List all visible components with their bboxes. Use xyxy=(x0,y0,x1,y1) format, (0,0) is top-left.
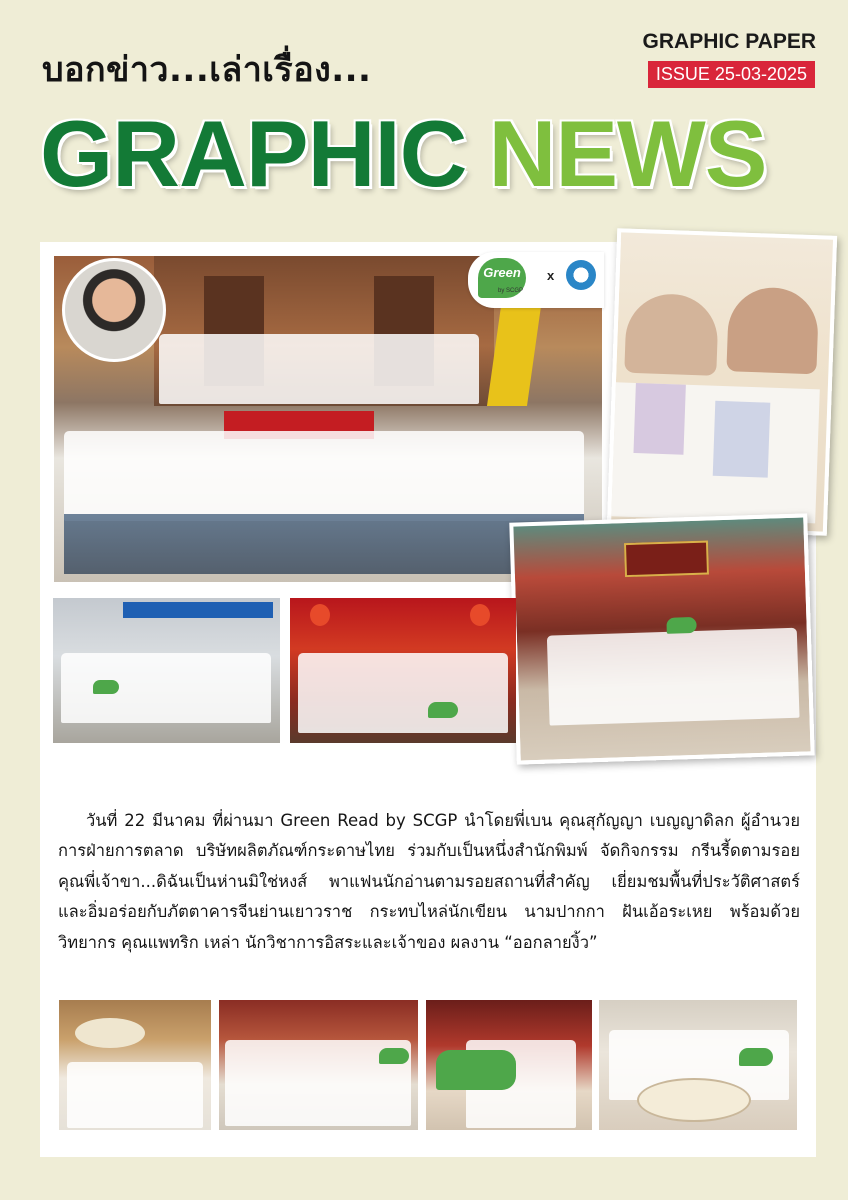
photo-chinese-shrine xyxy=(509,513,814,764)
green-read-sign xyxy=(666,617,696,634)
kicker-heading: บอกข่าว...เล่าเรื่อง... xyxy=(42,50,372,90)
sponsor-logo-pill xyxy=(468,252,604,308)
green-read-by: by SCGP xyxy=(498,288,524,294)
book-cover xyxy=(633,383,685,455)
article-body: วันที่ 22 มีนาคม ที่ผ่านมา Green Read by SCGP นำโดยพี่เบน คุณสุกัญญา เบญญาดิลก ผู้อำนวยการฝ่ายการตลาด บริษัทผลิตภัณฑ์กระดาษไทย ร่วมกับเป็นหนึ่งสำนักพิมพ์ จัดกิจกรรม กรีนรี้ดตามรอย คุณพี่เจ้าขา...ดิฉันเป็นห่านมิใช่หงส์ พาแฟนนักอ่านตามรอยสถานที่สำคัญ เยี่ยมชมพื้นที่ประวัติศาสตร์ และอิ่มอร่อยกับภัตตาคารจีนย่านเยาวราช กระทบไหล่นักเขียน นามปากกา ฝันเอ้อระเหย พร้อมด้วยวิทยากร คุณแพทริก เหล่า นักวิชาการอิสระและเจ้าของ ผลงาน “ออกลายงิ้ว” xyxy=(58,810,800,952)
speaker-portrait xyxy=(62,258,166,362)
masthead xyxy=(40,101,820,206)
shrine-sign xyxy=(624,541,709,578)
masthead-word-news: NEWS xyxy=(488,101,767,206)
photo-bottom-green-read-sign xyxy=(426,1000,592,1130)
person-face xyxy=(726,286,819,374)
photo-restaurant-group xyxy=(290,598,516,743)
green-read-sign xyxy=(436,1050,516,1090)
photo-bottom-straw-hat xyxy=(59,1000,211,1130)
green-read-sign xyxy=(93,680,119,694)
book-publisher-icon xyxy=(566,260,596,290)
photo-bottom-shrine-steps xyxy=(219,1000,418,1130)
photo-subway-station xyxy=(53,598,280,743)
straw-hat xyxy=(75,1018,145,1048)
lantern xyxy=(310,604,330,626)
logo-separator: x xyxy=(547,268,555,283)
station-sign xyxy=(123,602,273,618)
yellow-flag xyxy=(487,306,541,406)
issue-badge: ISSUE 25-03-2025 xyxy=(648,61,815,88)
green-read-sign xyxy=(379,1048,409,1064)
green-read-sign xyxy=(739,1048,773,1066)
person-face xyxy=(624,293,719,376)
masthead-word-graphic: GRAPHIC xyxy=(40,101,467,206)
green-read-logo: Green Read xyxy=(478,258,526,298)
green-read-sign xyxy=(428,702,458,718)
round-table xyxy=(637,1078,751,1122)
photo-two-women xyxy=(607,228,837,535)
paper-label: GRAPHIC PAPER xyxy=(642,30,816,53)
group-legs xyxy=(64,514,584,574)
book-cover xyxy=(713,401,771,478)
lantern xyxy=(470,604,490,626)
photo-bottom-dining-table xyxy=(599,1000,797,1130)
